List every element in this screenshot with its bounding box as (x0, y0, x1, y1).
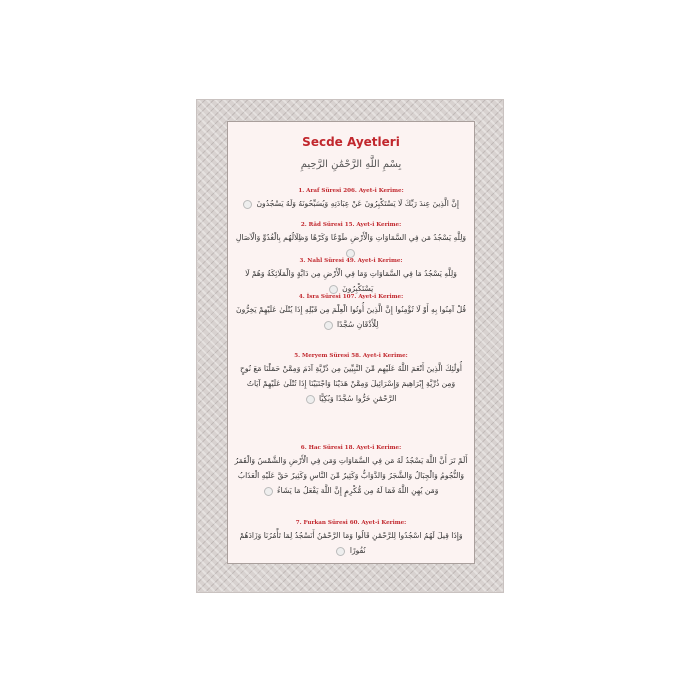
verse-section (234, 221, 468, 260)
verse-text: أُولَٰئِكَ الَّذِينَ أَنْعَمَ اللَّهُ عَلَيْهِم مِّنَ النَّبِيِّينَ مِن ذُرِّيَّةِ آدَمَ وَمِمَّنْ حَمَلْنَا مَعَ نُوحٍ وَمِن ذُرِّيَّةِ إِبْرَاهِيمَ وَإِسْرَائِيلَ وَمِمَّنْ هَدَيْنَا وَاجْتَبَيْنَا إِذَا تُتْلَىٰ عَلَيْهِمْ آيَاتُ الرَّحْمَٰنِ خَرُّوا سُجَّدًا وَبُكِيًّا (240, 364, 462, 403)
verse-heading: 1. Araf Süresi 206. Ayet-i Kerime: (298, 188, 404, 194)
verse-section (234, 257, 468, 296)
verse-end-icon (306, 395, 315, 404)
page-title: Secde Ayetleri (302, 135, 400, 149)
verse-text: وَإِذَا قِيلَ لَهُمُ اسْجُدُوا لِلرَّحْمَٰنِ قَالُوا وَمَا الرَّحْمَٰنُ أَنَسْجُدُ لِمَا تَأْمُرُنَا وَزَادَهُمْ نُفُورًا (239, 531, 463, 555)
verse-section (234, 187, 468, 211)
verse-text: إِنَّ الَّذِينَ عِندَ رَبِّكَ لَا يَسْتَكْبِرُونَ عَنْ عِبَادَتِهِ وَيُسَبِّحُونَهُ وَلَهُ يَسْجُدُونَ (234, 196, 468, 211)
verse-heading: 6. Hac Süresi 18. Ayet-i Kerime: (300, 445, 402, 451)
verse-end-icon (243, 200, 252, 209)
verse-end-icon (346, 249, 355, 258)
basmala-calligraphy: بِسْمِ اللَّهِ الرَّحْمَٰنِ الرَّحِيمِ (300, 159, 402, 170)
verse-text: قُلْ آمِنُوا بِهِ أَوْ لَا تُؤْمِنُوا إِنَّ الَّذِينَ أُوتُوا الْعِلْمَ مِن قَبْلِهِ إِذَا يُتْلَىٰ عَلَيْهِمْ يَخِرُّونَ لِلْأَذْقَانِ سُجَّدًا (236, 305, 466, 329)
verse-heading: 7. Furkan Süresi 60. Ayet-i Kerime: (295, 520, 407, 526)
content-panel (227, 121, 475, 564)
verse-text: وَلِلَّهِ يَسْجُدُ مَا فِي السَّمَاوَاتِ وَمَا فِي الْأَرْضِ مِن دَابَّةٍ وَالْمَلَائِكَةُ وَهُمْ لَا يَسْتَكْبِرُونَ (245, 269, 457, 293)
verse-heading: 4. İsra Süresi 107. Ayet-i Kerime: (298, 294, 404, 300)
verse-section (234, 519, 468, 558)
verse-text: وَلِلَّهِ يَسْجُدُ مَن فِي السَّمَاوَاتِ وَالْأَرْضِ طَوْعًا وَكَرْهًا وَظِلَالُهُم بِالْغُدُوِّ وَالْآصَالِ (234, 230, 468, 260)
verse-section (234, 352, 468, 406)
verse-section (234, 444, 468, 498)
document-page (197, 100, 503, 592)
verse-end-icon (264, 487, 273, 496)
verse-heading: 3. Nahl Süresi 49. Ayet-i Kerime: (299, 258, 403, 264)
verse-text: أَلَمْ تَرَ أَنَّ اللَّهَ يَسْجُدُ لَهُ مَن فِي السَّمَاوَاتِ وَمَن فِي الْأَرْضِ وَالشَّمْسُ وَالْقَمَرُ وَالنُّجُومُ وَالْجِبَالُ وَالشَّجَرُ وَالدَّوَابُّ وَكَثِيرٌ مِّنَ النَّاسِ وَكَثِيرٌ حَقَّ عَلَيْهِ الْعَذَابُ وَمَن يُهِنِ اللَّهُ فَمَا لَهُ مِن مُّكْرِمٍ إِنَّ اللَّهَ يَفْعَلُ مَا يَشَاءُ (234, 456, 468, 495)
verse-section (234, 293, 468, 332)
verse-end-icon (329, 285, 338, 294)
verse-end-icon (336, 547, 345, 556)
verse-heading: 2. Râd Süresi 15. Ayet-i Kerime: (300, 222, 402, 228)
verse-end-icon (324, 321, 333, 330)
verse-heading: 5. Meryem Süresi 58. Ayet-i Kerime: (294, 353, 408, 359)
